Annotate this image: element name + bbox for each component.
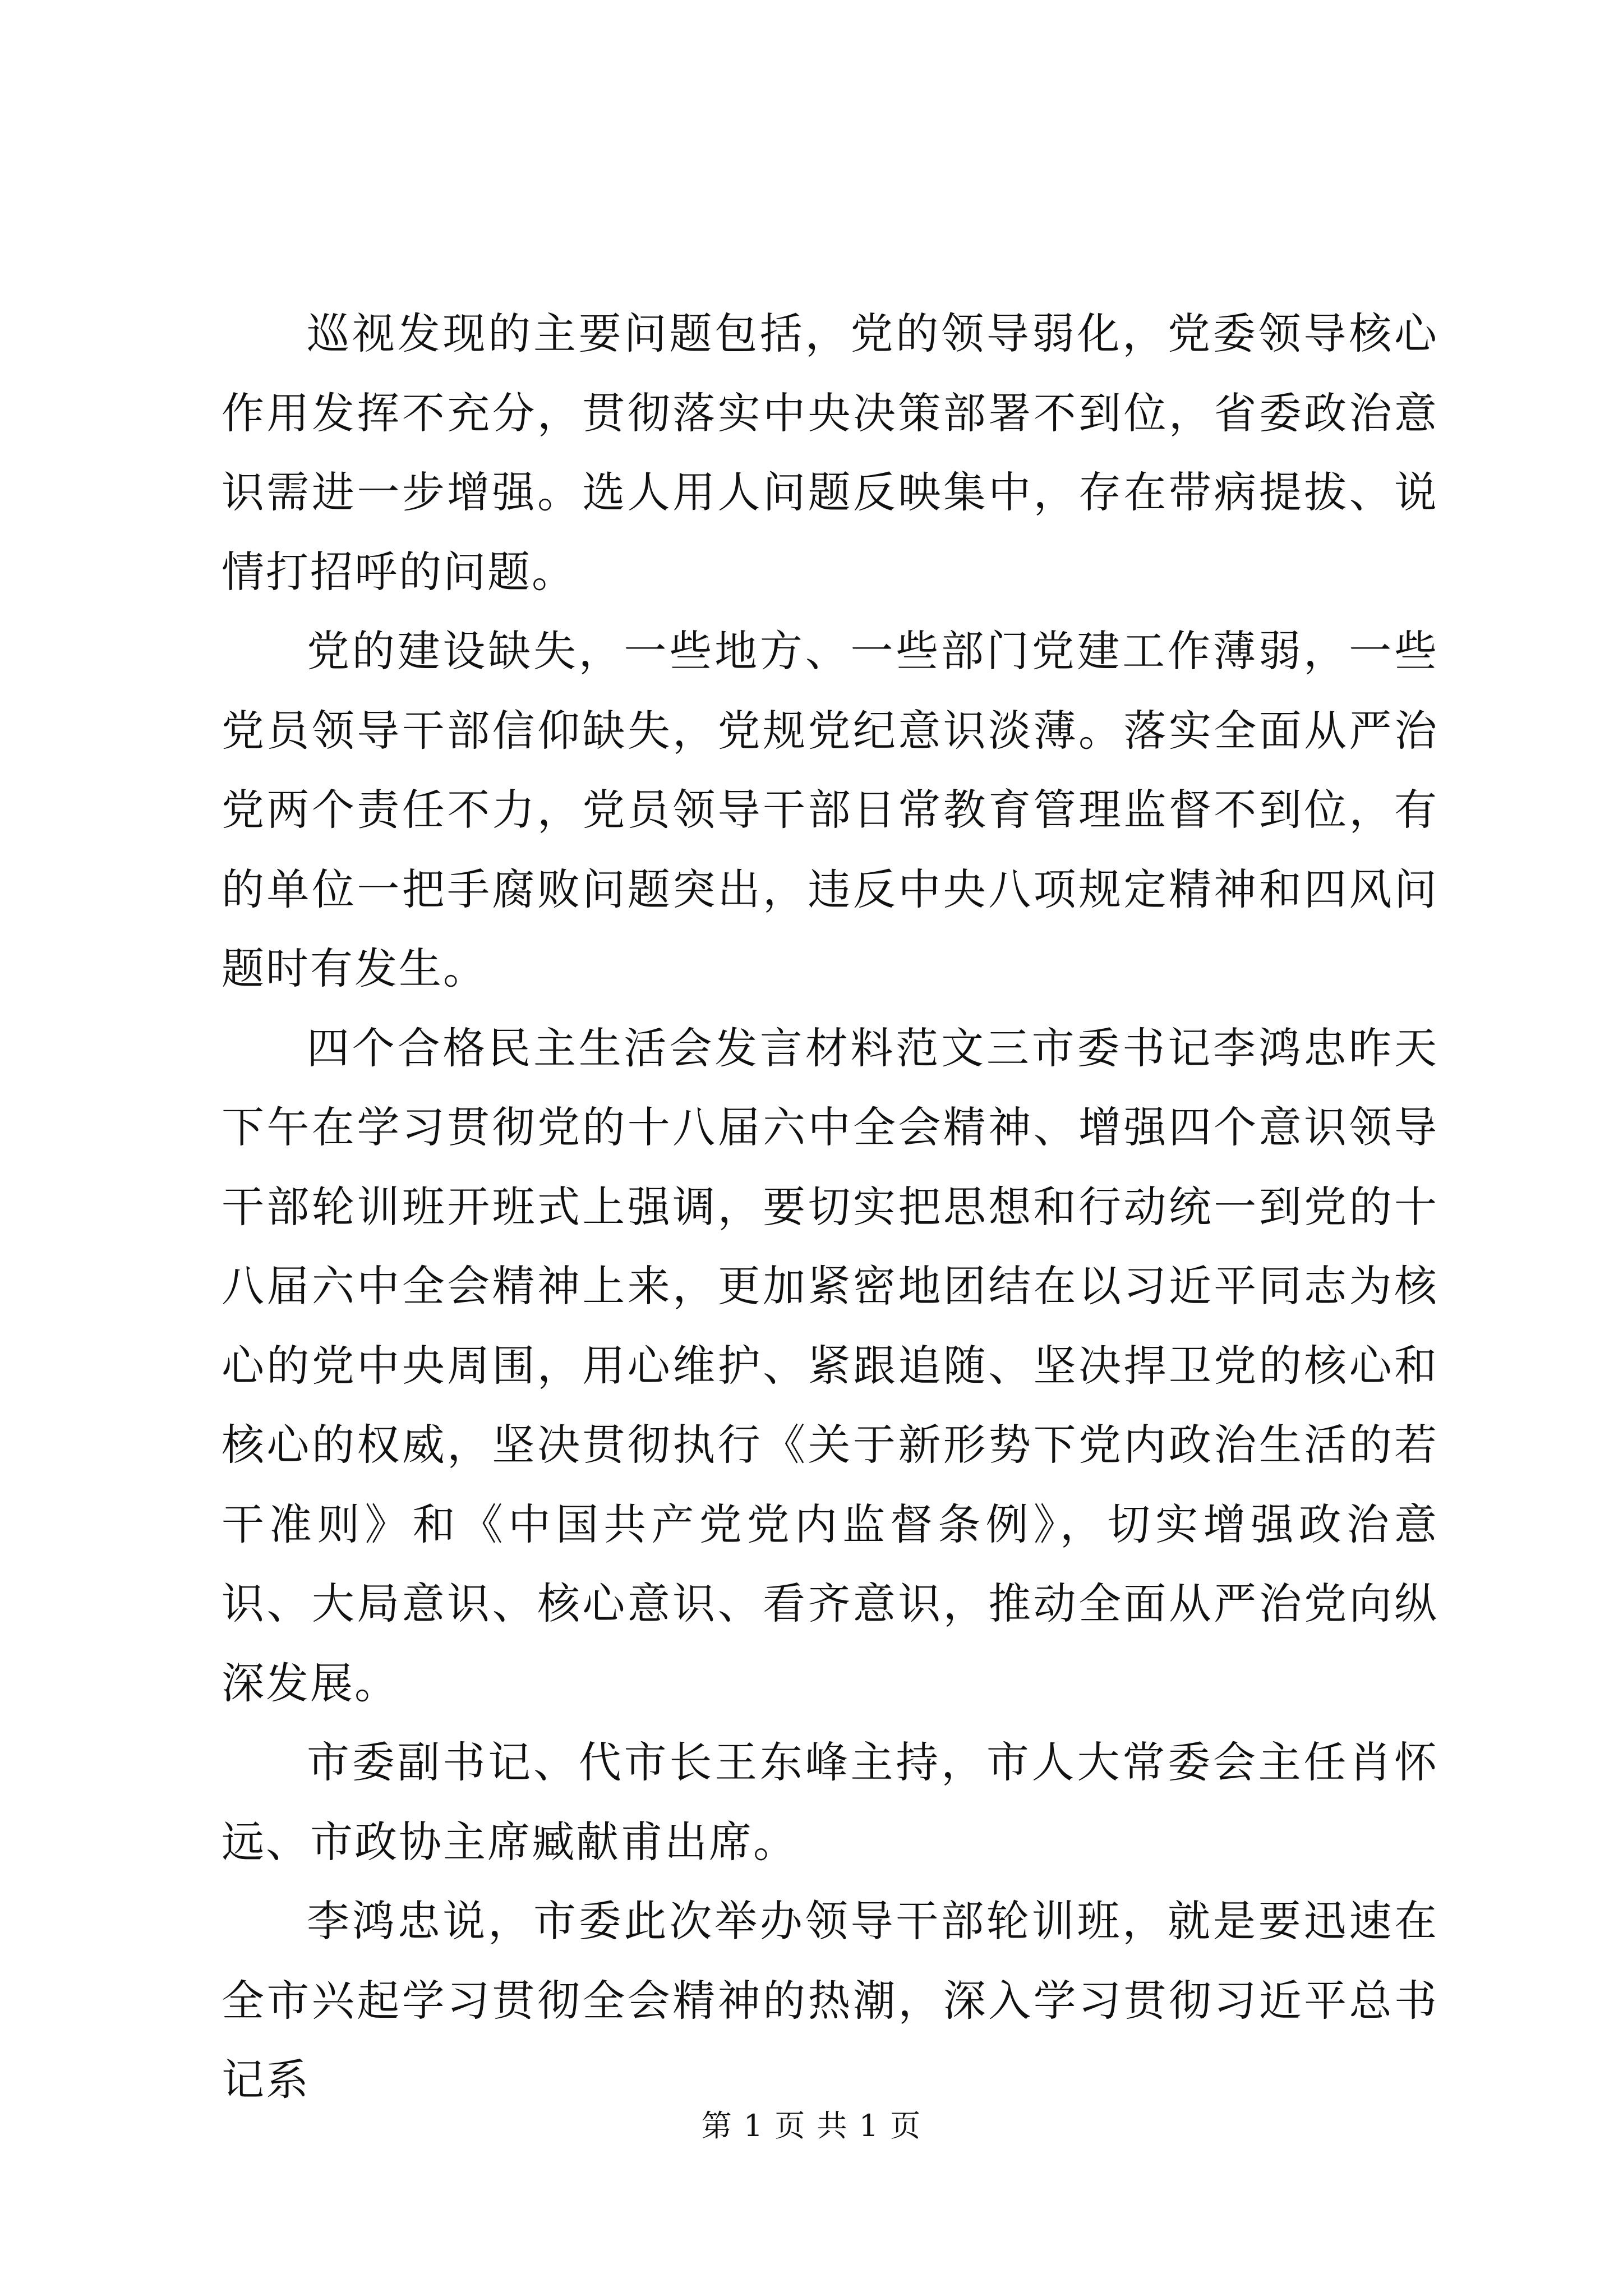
paragraph: 李鸿忠说，市委此次举办领导干部轮训班，就是要迅速在全市兴起学习贯彻全会精神的热潮，深入学习贯彻习近平总书记系 <box>222 1896 1438 2105</box>
paragraph: 巡视发现的主要问题包括，党的领导弱化，党委领导核心作用发挥不充分，贯彻落实中央决策部署不到位，省委政治意识需进一步增强。选人用人问题反映集中，存在带病提拔、说情打招呼的问题。 <box>222 309 1438 597</box>
paragraph: 党的建设缺失，一些地方、一些部门党建工作薄弱，一些党员领导干部信仰缺失，党规党纪意识淡薄。落实全面从严治党两个责任不力，党员领导干部日常教育管理监督不到位，有的单位一把手腐败问题突出，违反中央八项规定精神和四风问题时有发生。 <box>222 626 1438 993</box>
paragraph: 市委副书记、代市长王东峰主持，市人大常委会主任肖怀远、市政协主席臧献甫出席。 <box>222 1737 1438 1867</box>
paragraph: 四个合格民主生活会发言材料范文三市委书记李鸿忠昨天下午在学习贯彻党的十八届六中全会精神、增强四个意识领导干部轮训班开班式上强调，要切实把思想和行动统一到党的十八届六中全会精神上来，更加紧密地团结在以习近平同志为核心的党中央周围，用心维护、紧跟追随、坚决捍卫党的核心和核心的权威，坚决贯彻执行《关于新形势下党内政治生活的若干准则》和《中国共产党党内监督条例》，切实增强政治意识、大局意识、核心意识、看齐意识，推动全面从严治党向纵深发展。 <box>222 1023 1438 1708</box>
page-number-footer: 第 1 页 共 1 页 <box>701 2108 922 2143</box>
document-body <box>222 294 1438 2120</box>
